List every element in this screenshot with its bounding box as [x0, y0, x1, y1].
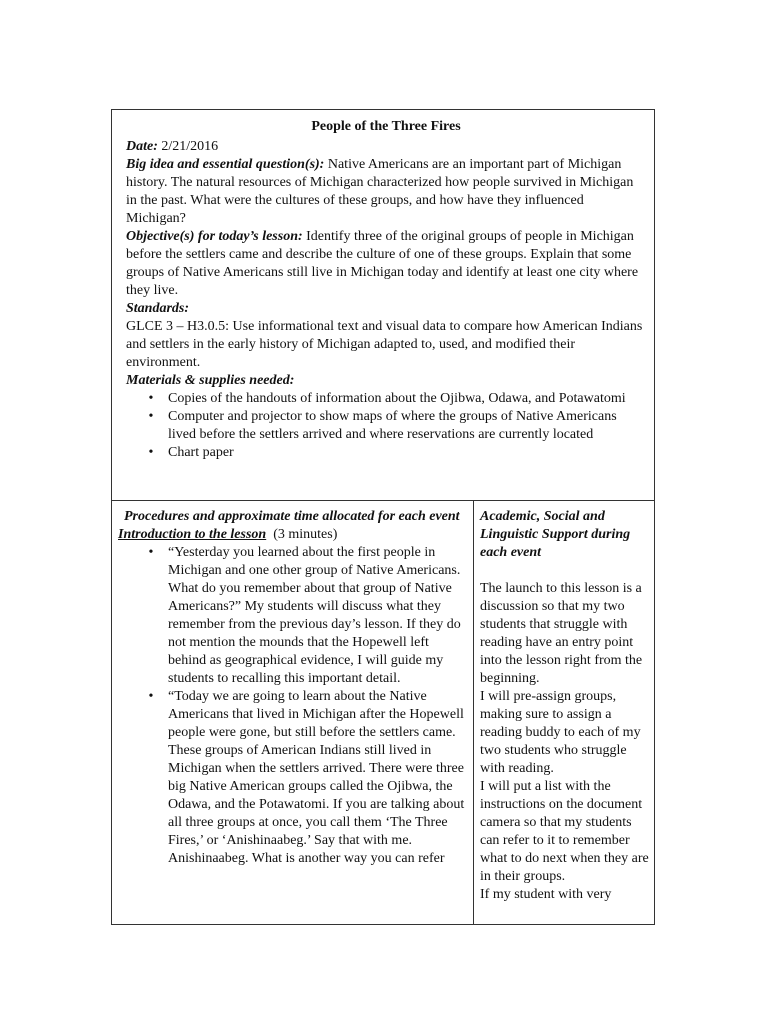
list-item: • Chart paper [168, 444, 646, 462]
big-idea-label: Big idea and essential question(s): [126, 157, 325, 172]
procedures-table [111, 500, 655, 925]
list-item: • “Yesterday you learned about the first people in Michigan and one other group of Native Americans. What do you remember about that group of Native Americans?” My students will discuss what they remember from the previous day’s lesson. If they do not mention the mounds that the Hopewell left behind as geographical evidence, I will guide my students to recalling this important detail. [168, 544, 470, 688]
date-label: Date: [126, 139, 158, 154]
materials-label: Materials & supplies needed: [126, 373, 295, 388]
objectives [126, 228, 646, 300]
standards-label: Standards: [126, 301, 190, 316]
procedures-list [118, 544, 470, 868]
standards-text: GLCE 3 – H3.0.5: Use informational text and visual data to compare how American Indians and settlers in the early history of Michigan adapted to, used, and modified their environment. [126, 319, 643, 370]
objectives-text: Identify three of the original groups of people in Michigan before the settlers came and describe the culture of one of these groups. Explain that some groups of Native Americans still live in Michigan today and identify at least one city where they live. [126, 229, 639, 298]
lesson-overview-box [111, 109, 655, 501]
bullet-icon: • [148, 409, 154, 424]
procedures-column [118, 508, 470, 868]
date-value: 2/21/2016 [157, 139, 219, 154]
big-idea-text: Native Americans are an important part of Michigan history. The natural resources of Michigan characterized how people survived in Michigan in the past. What were the cultures of these groups, and how have they influenced Michigan? [126, 157, 634, 226]
materials-list [126, 390, 646, 462]
intro-line [118, 526, 470, 544]
bullet-icon: • [148, 545, 154, 560]
column-divider [473, 501, 474, 924]
list-item: • Computer and projector to show maps of where the groups of Native Americans lived before the settlers arrived and where reservations are currently located [168, 408, 646, 444]
bullet-icon: • [148, 391, 154, 406]
bullet-icon: • [148, 445, 154, 460]
lesson-title: People of the Three Fires [311, 119, 461, 134]
support-heading: Academic, Social and Linguistic Support during each event [480, 509, 631, 560]
support-paragraph: The launch to this lesson is a discussion so that my two students that struggle with reading have an entry point into the lesson right from the beginning. [480, 581, 643, 686]
objectives-label: Objective(s) for today’s lesson: [126, 229, 303, 244]
support-column [480, 508, 650, 904]
list-item: • “Today we are going to learn about the Native Americans that lived in Michigan after the Hopewell people were gone, but still before the settlers came. These groups of American Indians still lived in Michigan when the settlers arrived. There were three big Native American groups called the Ojibwa, the Odawa, and the Potawatomi. If you are talking about all three groups at once, you call them ‘The Three Fires,’ or ‘Anishinaabeg.’ Say that with me. Anishinaabeg. What is another way you can refer [168, 688, 470, 868]
date-line [126, 138, 646, 156]
lesson-plan-page [111, 109, 655, 925]
list-item: • Copies of the handouts of information about the Ojibwa, Odawa, and Potawatomi [168, 390, 646, 408]
intro-time: (3 minutes) [266, 527, 338, 542]
procedures-heading: Procedures and approximate time allocated for each event [124, 509, 460, 524]
intro-label: Introduction to the lesson [118, 527, 267, 542]
spacer [480, 562, 650, 580]
big-idea [126, 156, 646, 228]
support-paragraph: I will pre-assign groups, making sure to assign a reading buddy to each of my two students who struggle with reading. [480, 689, 641, 776]
bullet-icon: • [148, 689, 154, 704]
support-paragraph: I will put a list with the instructions on the document camera so that my students can refer to it to remember what to do next when they are in their groups. [480, 779, 649, 884]
support-paragraph: If my student with very [480, 887, 612, 902]
